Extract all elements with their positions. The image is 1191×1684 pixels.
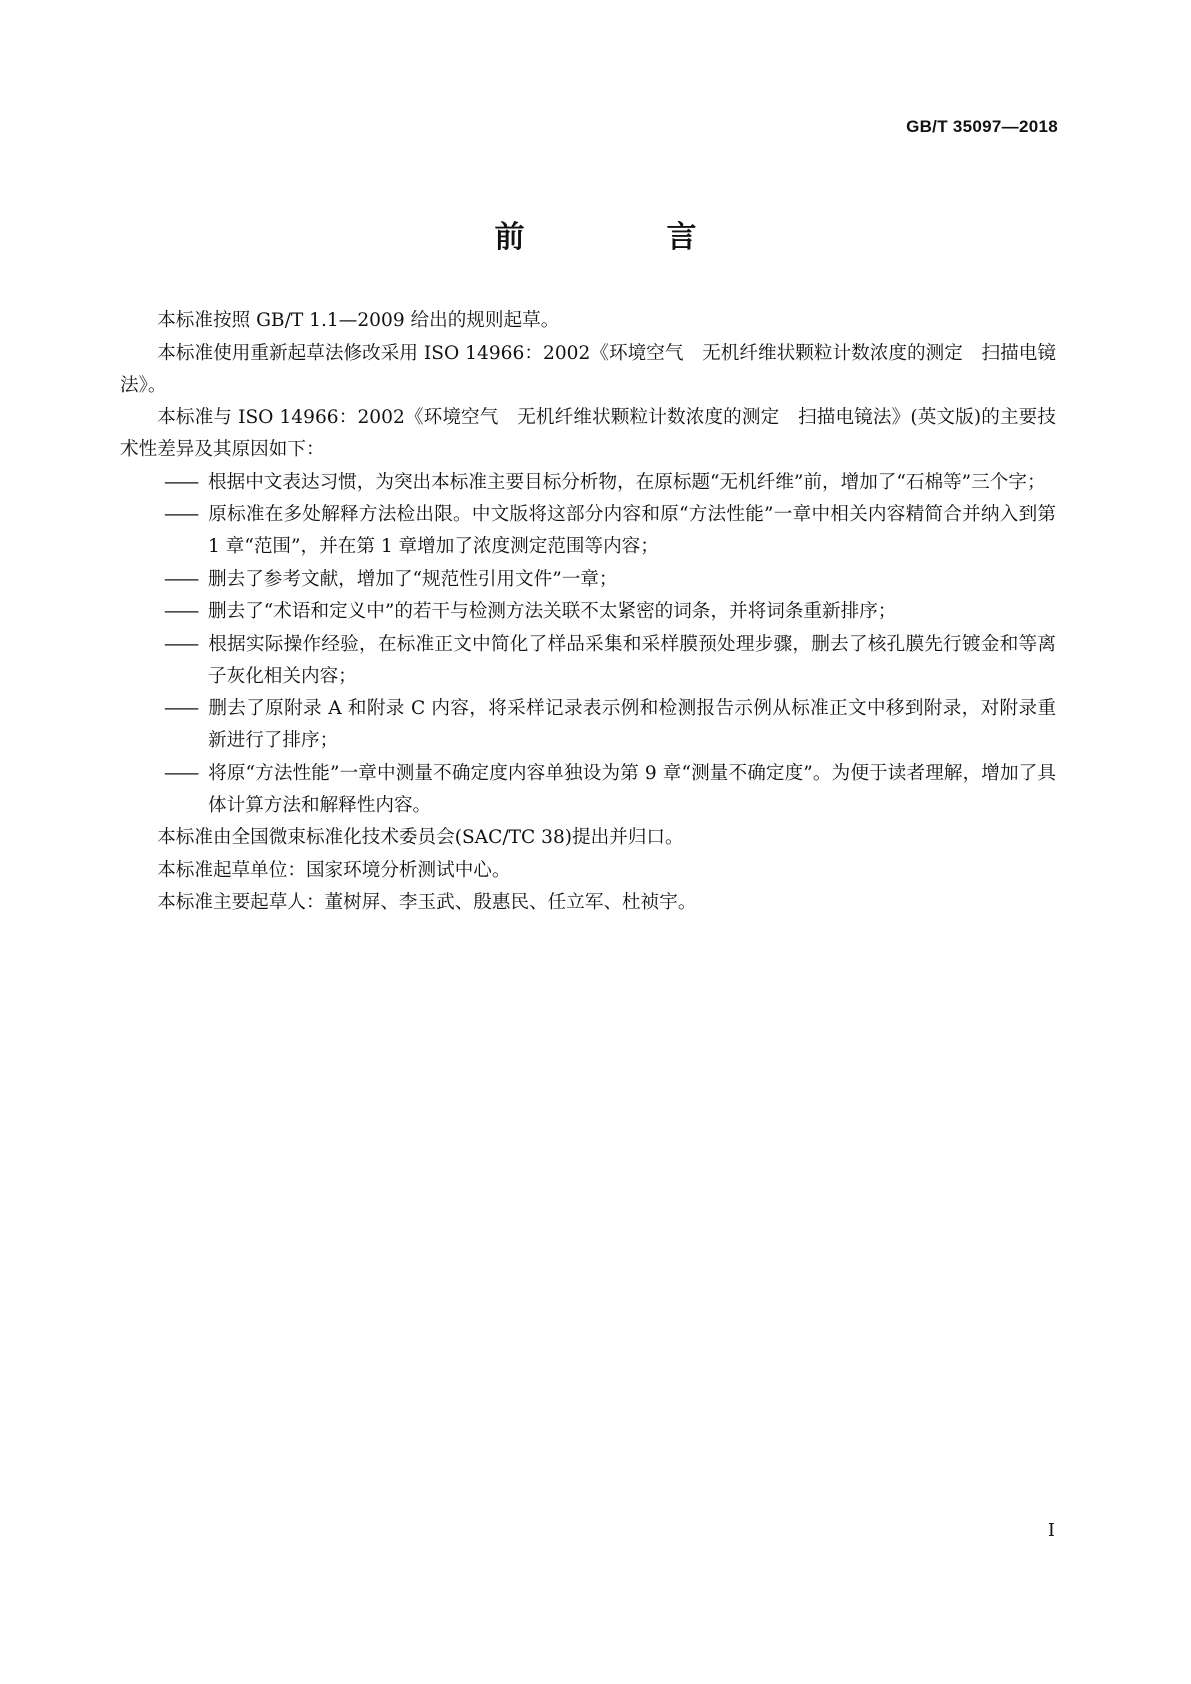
dash-marker: —— [164,698,198,719]
document-body [120,305,1056,920]
paragraph-drafting-unit: 本标准起草单位：国家环境分析测试中心。 [157,859,511,881]
list-item [120,596,1056,628]
dash-marker: —— [164,471,198,493]
dash-marker: —— [164,762,198,784]
paragraph-drafters: 本标准主要起草人：董树屏、李玉武、殷惠民、任立军、杜祯宇。 [157,892,697,913]
dash-marker: —— [164,633,198,655]
list-item [120,693,1056,757]
paragraph-drafting-rules: 本标准按照 GB/T 1.1—2009 给出的规则起草。 [157,310,560,331]
standard-number: GB/T 35097—2018 [906,117,1058,136]
paragraph-differences-intro: 本标准与 ISO 14966：2002《环境空气 无机纤维状颗粒计数浓度的测定 扫描电镜法》(英文版)的主要技术性差异及其原因如下： [120,407,1056,460]
list-item-text: 将原“方法性能”一章中测量不确定度内容单独设为第 9 章“测量不确定度”。为便于读者理解，增加了具体计算方法和解释性内容。 [208,762,1056,816]
dash-marker: —— [164,504,198,525]
page-number: I [1047,1520,1055,1541]
list-item-text: 根据中文表达习惯，为突出本标准主要目标分析物，在原标题“无机纤维”前，增加了“石棉等”三个字； [208,471,1046,493]
list-item-text: 根据实际操作经验，在标准正文中简化了样品采集和采样膜预处理步骤，删去了核孔膜先行镀金和等离子灰化相关内容； [208,633,1056,687]
list-item [120,499,1056,563]
page-title: 前 言 [494,220,753,255]
list-item [120,564,1056,596]
paragraph-adoption: 本标准使用重新起草法修改采用 ISO 14966：2002《环境空气 无机纤维状颗粒计数浓度的测定 扫描电镜法》。 [120,342,1056,396]
dash-marker: —— [164,568,198,590]
list-item-text: 删去了参考文献，增加了“规范性引用文件”一章； [208,568,618,590]
list-item [120,467,1056,499]
list-item-text: 删去了“术语和定义中”的若干与检测方法关联不太紧密的词条，并将词条重新排序； [208,601,897,622]
paragraph-proposer: 本标准由全国微束标准化技术委员会(SAC/TC 38)提出并归口。 [157,827,684,848]
list-item-text: 删去了原附录 A 和附录 C 内容，将采样记录表示例和检测报告示例从标准正文中移到附录，对附录重新进行了排序； [208,698,1056,751]
list-item [120,758,1056,822]
list-item-text: 原标准在多处解释方法检出限。中文版将这部分内容和原“方法性能”一章中相关内容精简合并纳入到第 1 章“范围”，并在第 1 章增加了浓度测定范围等内容； [208,504,1056,557]
list-item [120,629,1056,693]
dash-marker: —— [164,601,198,622]
